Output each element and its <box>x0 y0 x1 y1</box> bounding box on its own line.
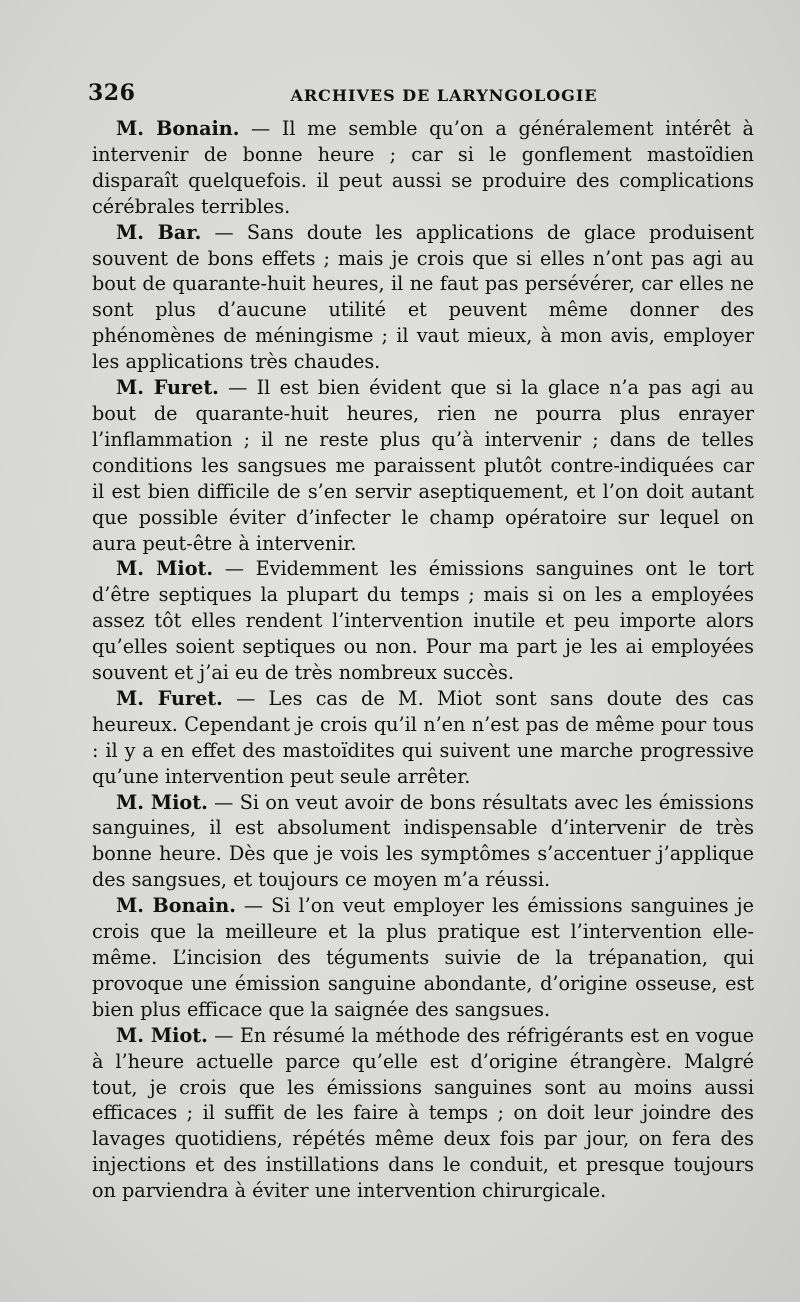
speaker-name: M. Bonain. <box>116 117 240 140</box>
speaker-name: M. Furet. <box>116 686 223 710</box>
running-title: ARCHIVES DE LARYNGOLOGIE <box>290 86 598 105</box>
paragraph-text: — Si on veut avoir de bons résultats avec les émissions sanguines, il est absolument indispensable d’intervenir de très bonne heure. Dès que je vois les symptômes s’accentuer j’applique des sangsues, et toujours ce moyen m’a réussi. <box>92 790 755 892</box>
paragraph-text: — Il me semble qu’on a généralement intérêt à intervenir de bonne heure ; car si le gonflement mastoïdien disparaît quelquefois. il peut aussi se produire des complications cérébrales terribles. <box>92 117 754 218</box>
paragraph-6 <box>92 790 754 894</box>
paragraph-4 <box>92 556 754 686</box>
discussion-text <box>92 116 754 1204</box>
paragraph-5 <box>92 686 754 790</box>
page-header <box>88 80 760 114</box>
paragraph-3 <box>92 375 754 556</box>
paragraph-text: — Il est bien évident que si la glace n’a pas agi au bout de quarante-huit heures, rien ne pourra plus enrayer l’inflammation ; il ne reste plus qu’à intervenir ; dans de telles conditions les sangsues me paraissent plutôt contre-indiquées car il est bien difficile de s’en servir aseptiquement, et l’on doit autant que possible éviter d’infecter le champ opératoire sur lequel on aura peut-être à intervenir. <box>92 376 754 555</box>
speaker-name: M. Bonain. <box>116 894 236 918</box>
speaker-name: M. Furet. <box>116 376 219 400</box>
paragraph-1 <box>92 116 754 220</box>
paragraph-7 <box>92 893 754 1023</box>
speaker-name: M. Bar. <box>116 220 202 244</box>
paragraph-text: — Les cas de M. Miot sont sans doute des cas heureux. Cependant je crois qu’il n’en n’est pas de même pour tous : il y a en effet des mastoïdites qui suivent une marche progressive qu’une intervention peut seule arrêter. <box>92 686 754 788</box>
speaker-name: M. Miot. <box>116 1023 208 1047</box>
paragraph-text: — En résumé la méthode des réfrigérants est en vogue à l’heure actuelle parce qu’elle est d’origine étrangère. Malgré tout, je crois que les émissions sanguines sont au moins aussi efficaces ; il suffit de les faire à temps ; on doit leur joindre des lavages quotidiens, répétés même deux fois par jour, on fera des injections et des instillations dans le conduit, et presque toujours on parviendra à éviter une intervention chirurgicale. <box>92 1023 754 1203</box>
paragraph-2 <box>92 220 754 375</box>
paragraph-text: — Si l’on veut employer les émissions sanguines je crois que la meilleure et la plus pratique est l’intervention elle-même. L’incision des téguments suivie de la trépanation, qui provoque une émission sanguine abondante, d’origine osseuse, est bien plus efficace que la saignée des sangsues. <box>92 894 754 1021</box>
page-number: 326 <box>88 80 136 106</box>
paragraph-text: — Sans doute les applications de glace produisent souvent de bons effets ; mais je crois que si elles n’ont pas agi au bout de quarante-huit heures, il ne faut pas persévérer, car elles ne sont plus d’aucune utilité et peuvent même donner des phénomènes de méningisme ; il vaut mieux, à mon avis, employer les applications très chaudes. <box>92 220 754 374</box>
paragraph-text: — Evidemment les émissions sanguines ont le tort d’être septiques la plupart du temps ; mais si on les a employées assez tôt elles rendent l’intervention inutile et peu importe alors qu’elles soient septiques ou non. Pour ma part je les ai employées souvent et j’ai eu de très nombreux succès. <box>92 557 755 685</box>
speaker-name: M. Miot. <box>116 790 208 814</box>
speaker-name: M. Miot. <box>116 557 214 581</box>
paragraph-8 <box>92 1023 754 1204</box>
